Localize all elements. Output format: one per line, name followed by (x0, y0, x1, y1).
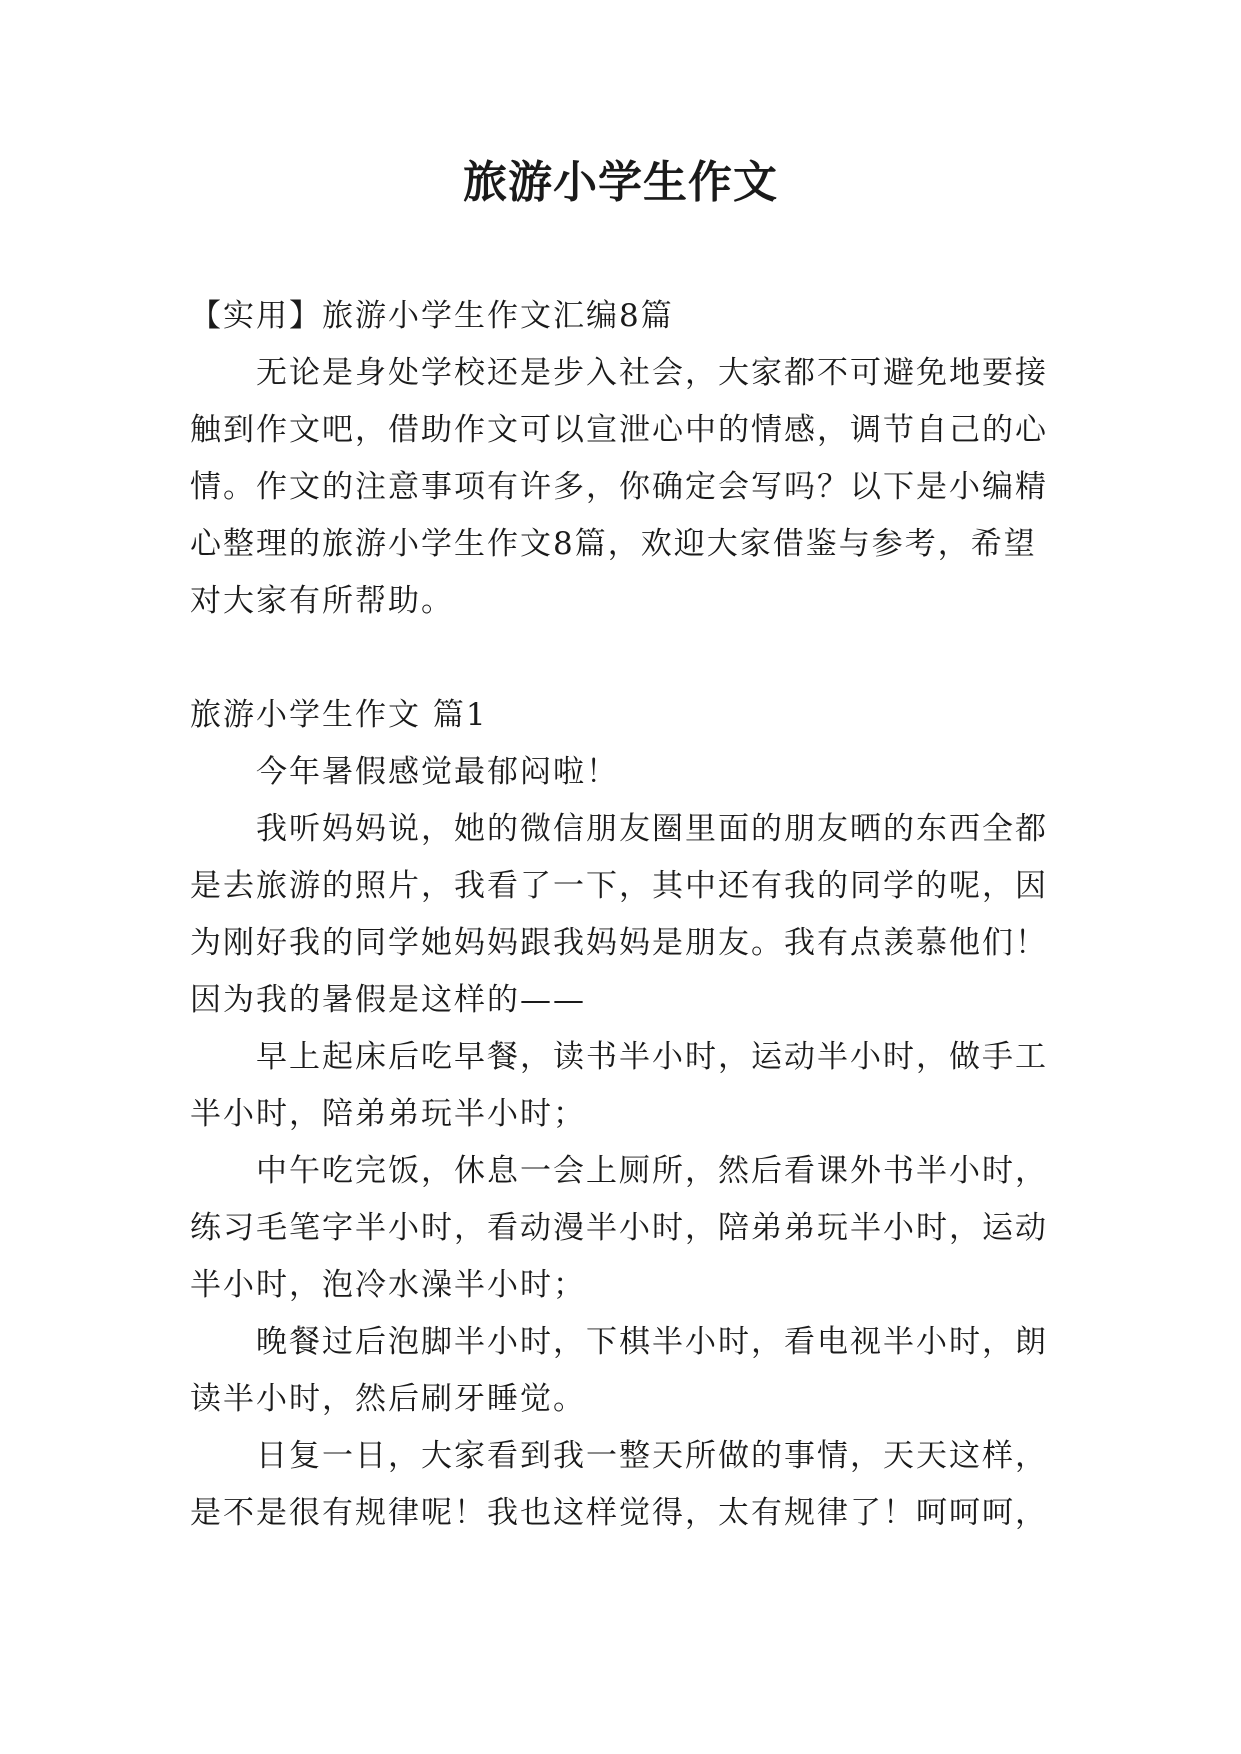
document-body (190, 288, 1058, 1542)
section-heading: 旅游小学生作文 篇1 (190, 697, 488, 733)
document-subtitle: 【实用】旅游小学生作文汇编8篇 (190, 298, 674, 334)
body-paragraph: 日复一日，大家看到我一整天所做的事情，天天这样，是不是很有规律呢！我也这样觉得，太有规律了！呵呵呵， (190, 1438, 1048, 1531)
body-paragraph: 早上起床后吃早餐，读书半小时，运动半小时，做手工半小时，陪弟弟玩半小时； (190, 1039, 1048, 1132)
intro-paragraph: 无论是身处学校还是步入社会，大家都不可避免地要接触到作文吧，借助作文可以宣泄心中的情感，调节自己的心情。作文的注意事项有许多，你确定会写吗？以下是小编精心整理的旅游小学生作文8篇，欢迎大家借鉴与参考，希望对大家有所帮助。 (190, 355, 1048, 619)
body-paragraph: 今年暑假感觉最郁闷啦！ (256, 754, 619, 790)
body-paragraph: 晚餐过后泡脚半小时，下棋半小时，看电视半小时，朗读半小时，然后刷牙睡觉。 (190, 1324, 1048, 1417)
body-paragraph: 我听妈妈说，她的微信朋友圈里面的朋友晒的东西全都是去旅游的照片，我看了一下，其中还有我的同学的呢，因为刚好我的同学她妈妈跟我妈妈是朋友。我有点羡慕他们！因为我的暑假是这样的—— (190, 811, 1048, 1018)
body-paragraph: 中午吃完饭，休息一会上厕所，然后看课外书半小时，练习毛笔字半小时，看动漫半小时，陪弟弟玩半小时，运动半小时，泡冷水澡半小时； (190, 1153, 1048, 1303)
document-title: 旅游小学生作文 (463, 157, 778, 208)
